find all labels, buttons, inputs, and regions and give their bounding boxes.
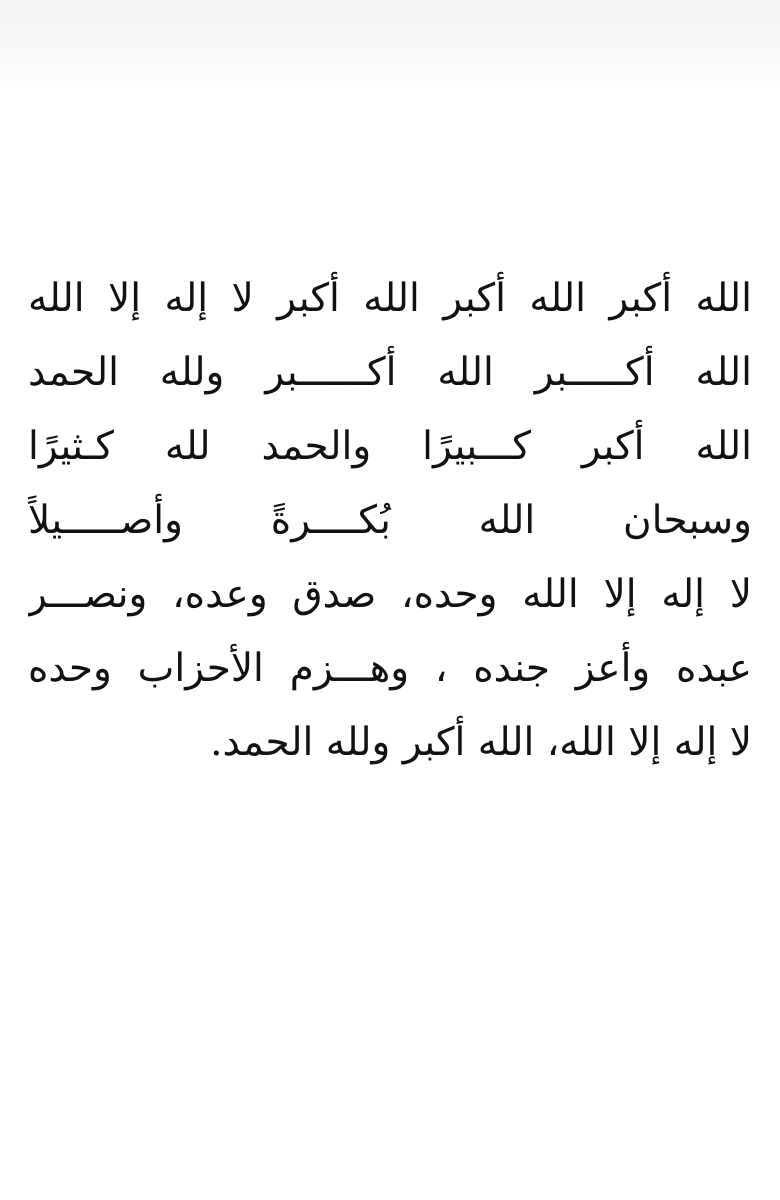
text-line-1: الله أكبر الله أكبر الله أكبر لا إله إلا الله bbox=[28, 276, 752, 321]
text-line-6: عبده وأعز جنده ، وهـــزم الأحزاب وحده bbox=[28, 646, 752, 691]
text-line-4: وسبحان الله بُكــــرةً وأصـــــيلاً bbox=[28, 498, 752, 543]
text-line-2: الله أكـــــبر الله أكــــــبر ولله الحمد bbox=[28, 350, 752, 395]
takbeer-text-block bbox=[28, 262, 752, 780]
top-status-band bbox=[0, 0, 780, 90]
text-line-5: لا إله إلا الله وحده، صدق وعده، ونصـــر bbox=[28, 572, 752, 617]
text-line-7: لا إله إلا الله، الله أكبر ولله الحمد. bbox=[210, 720, 752, 765]
text-line-3: الله أكبر كـــبيرًا والحمد لله كـثيرًا bbox=[28, 424, 752, 469]
